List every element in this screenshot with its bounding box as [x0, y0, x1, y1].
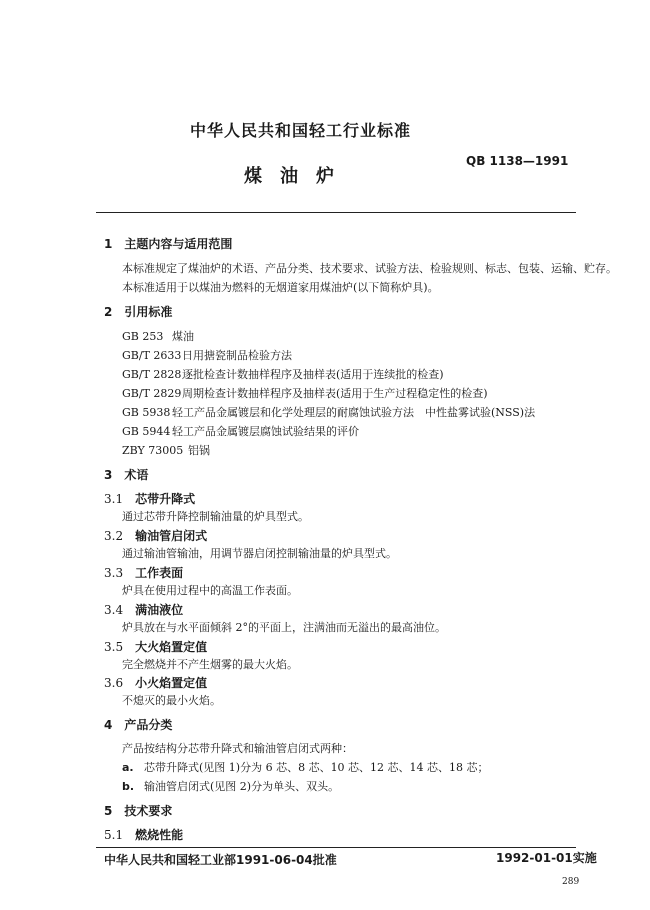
section-title: 术语 [124, 468, 149, 482]
header-rule [96, 212, 576, 213]
reference-item [122, 426, 359, 437]
term-number: 3.3 [104, 566, 124, 580]
term-name: 芯带升降式 [135, 492, 196, 506]
term-name: 小火焰置定值 [135, 676, 208, 690]
term-number: 3.6 [104, 676, 124, 690]
term-definition: 通过输油管输油，用调节器启闭控制输油量的炉具型式。 [122, 547, 397, 560]
issuing-org: 中华人民共和国轻工行业标准 [190, 121, 412, 140]
section-1-para: 本标准适用于以煤油为燃料的无烟道家用煤油炉(以下简称炉具)。 [122, 281, 439, 294]
reference-title: 煤油 [172, 330, 194, 343]
term-name: 输油管启闭式 [135, 529, 208, 543]
subsection-title: 燃烧性能 [135, 828, 184, 842]
section-number: 5 [104, 804, 113, 818]
section-1-para: 本标准规定了煤油炉的术语、产品分类、技术要求、试验方法、检验规则、标志、包装、运输、贮存。 [122, 262, 617, 275]
reference-code: ZBY 73005 [122, 444, 184, 457]
reference-code: GB/T 2828 [122, 368, 182, 381]
reference-title: 周期检查计数抽样程序及抽样表(适用于生产过程稳定性的检查) [182, 387, 488, 400]
term-definition: 通过芯带升降控制输油量的炉具型式。 [122, 510, 309, 523]
section-title: 引用标准 [124, 305, 173, 319]
term-name: 工作表面 [135, 566, 184, 580]
reference-item [122, 407, 535, 418]
document-title: 煤 油 炉 [244, 166, 334, 187]
term-heading [104, 493, 195, 505]
term-heading [104, 530, 207, 542]
section-4-heading [104, 719, 172, 731]
term-heading [104, 604, 183, 616]
term-name: 大火焰置定值 [135, 640, 208, 654]
list-item [122, 781, 339, 792]
reference-title: 铝锅 [188, 444, 210, 457]
term-definition: 不熄灭的最小火焰。 [122, 694, 221, 707]
term-heading [104, 641, 207, 653]
list-item [122, 762, 489, 773]
section-3-heading [104, 469, 148, 481]
reference-item [122, 350, 292, 361]
section-title: 技术要求 [124, 804, 173, 818]
reference-item [122, 388, 488, 399]
term-name: 满油液位 [135, 603, 184, 617]
section-5-heading [104, 805, 172, 817]
list-text: 输油管启闭式(见图 2)分为单头、双头。 [144, 780, 340, 793]
footer-rule [96, 847, 576, 848]
list-text: 芯带升降式(见图 1)分为 6 芯、8 芯、10 芯、12 芯、14 芯、18 芯； [144, 761, 489, 774]
term-definition: 炉具在使用过程中的高温工作表面。 [122, 584, 298, 597]
page-number: 289 [562, 877, 580, 887]
reference-title: 轻工产品金属镀层和化学处理层的耐腐蚀试验方法 中性盐雾试验(NSS)法 [172, 406, 536, 419]
reference-code: GB 5944 [122, 425, 171, 438]
reference-code: GB/T 2633 [122, 349, 182, 362]
reference-title: 日用搪瓷制品检验方法 [182, 349, 292, 362]
reference-code: GB 5938 [122, 406, 171, 419]
term-number: 3.2 [104, 529, 124, 543]
reference-title: 轻工产品金属镀层腐蚀试验结果的评价 [172, 425, 359, 438]
term-definition: 完全燃烧并不产生烟雾的最大火焰。 [122, 658, 298, 671]
section-number: 1 [104, 237, 113, 251]
approval-line: 中华人民共和国轻工业部1991-06-04批准 [104, 853, 337, 867]
effective-date: 1992-01-01实施 [496, 851, 597, 865]
section-1-heading [104, 238, 232, 250]
section-title: 主题内容与适用范围 [124, 237, 233, 251]
list-marker: a. [122, 761, 134, 774]
term-number: 3.4 [104, 603, 124, 617]
term-heading [104, 567, 183, 579]
subsection-heading [104, 829, 183, 841]
term-heading [104, 677, 207, 689]
reference-item [122, 369, 444, 380]
section-number: 4 [104, 718, 113, 732]
section-2-heading [104, 306, 172, 318]
reference-title: 逐批检查计数抽样程序及抽样表(适用于连续批的检查) [182, 368, 444, 381]
standard-code: QB 1138—1991 [466, 154, 569, 168]
reference-code: GB 253 [122, 330, 164, 343]
term-definition: 炉具放在与水平面倾斜 2°的平面上，注满油而无溢出的最高油位。 [122, 621, 446, 634]
section-title: 产品分类 [124, 718, 173, 732]
section-number: 2 [104, 305, 113, 319]
reference-item [122, 331, 194, 342]
reference-item [122, 445, 210, 456]
list-marker: b. [122, 780, 135, 793]
section-4-intro: 产品按结构分芯带升降式和输油管启闭式两种： [122, 742, 353, 755]
subsection-number: 5.1 [104, 828, 124, 842]
term-number: 3.1 [104, 492, 124, 506]
reference-code: GB/T 2829 [122, 387, 182, 400]
term-number: 3.5 [104, 640, 124, 654]
section-number: 3 [104, 468, 113, 482]
